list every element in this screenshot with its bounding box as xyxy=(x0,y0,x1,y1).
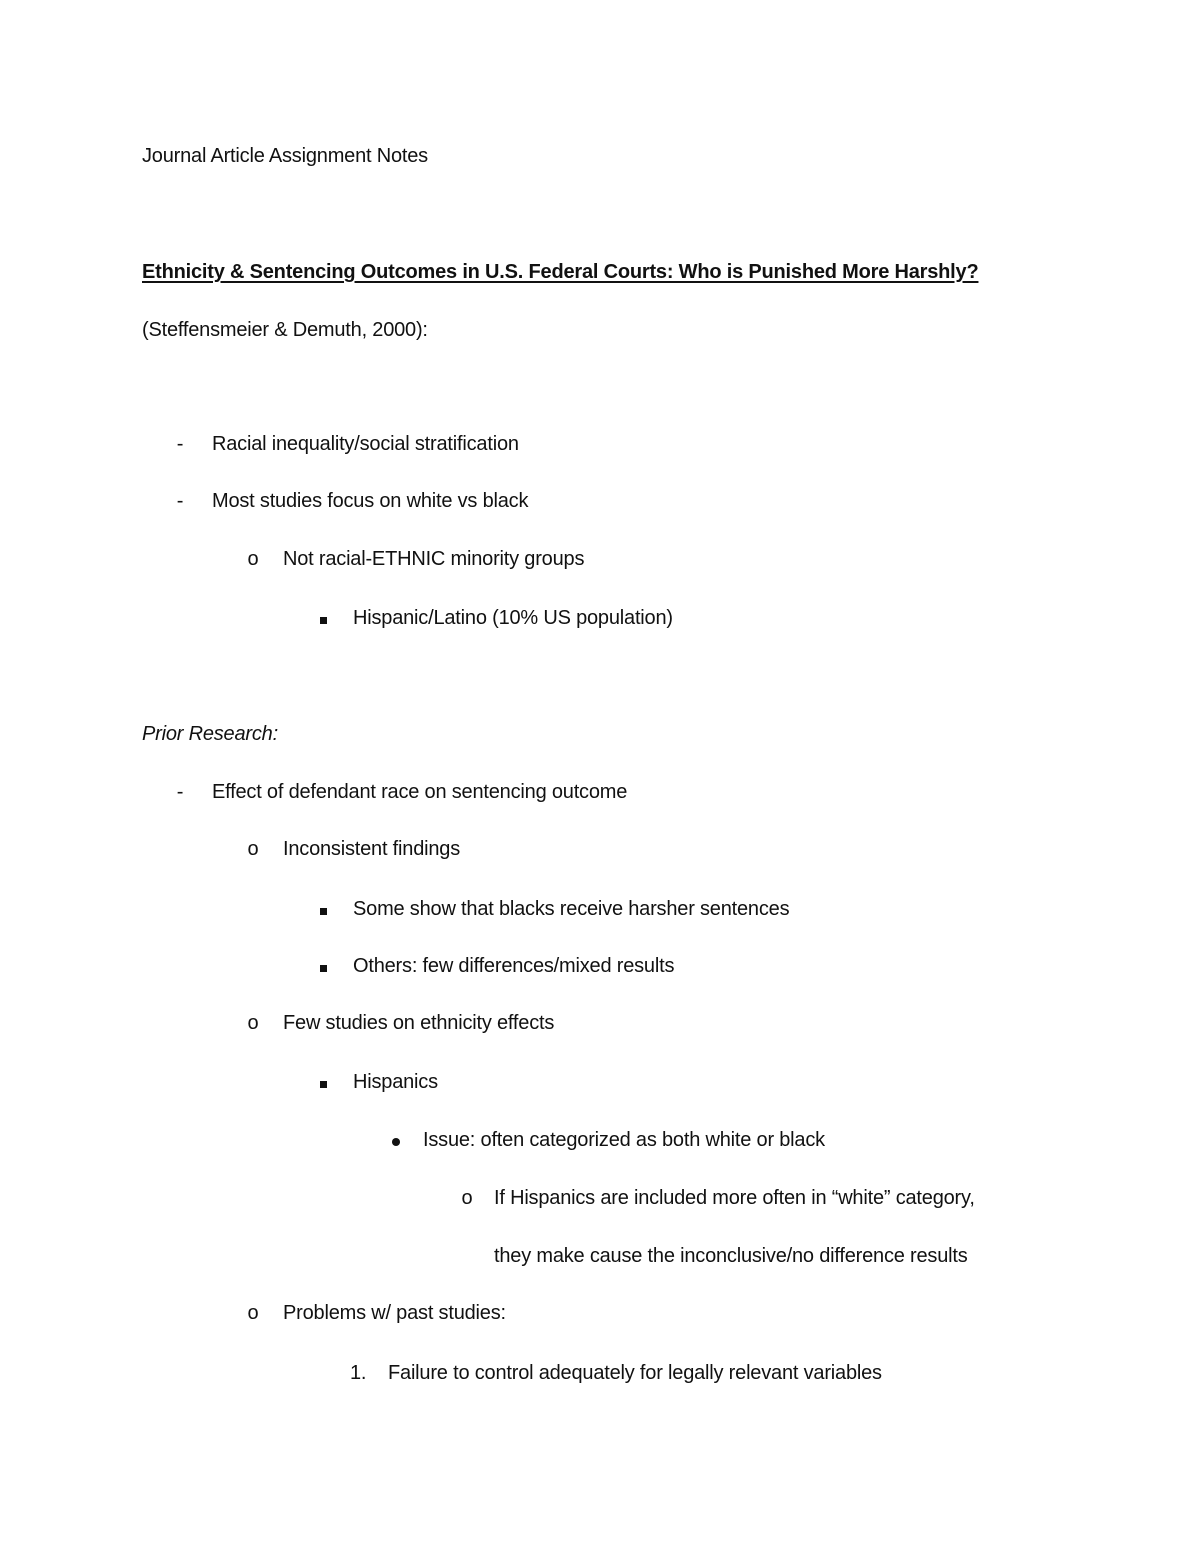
list-item-text: Some show that blacks receive harsher sentences xyxy=(353,898,790,920)
circle-marker: o xyxy=(247,1012,259,1034)
round-bullet-icon xyxy=(386,1127,406,1153)
square-bullet-icon xyxy=(313,896,333,922)
square-bullet-icon xyxy=(313,953,333,979)
list-item-text: Racial inequality/social stratification xyxy=(212,433,519,455)
list-item-text: Effect of defendant race on sentencing outcome xyxy=(212,781,628,803)
circle-marker: o xyxy=(461,1187,473,1209)
number-marker: 1. xyxy=(350,1362,367,1384)
dash-marker: - xyxy=(176,781,184,803)
dash-marker: - xyxy=(176,433,184,455)
list-item-text: If Hispanics are included more often in “white” category, xyxy=(494,1187,975,1209)
list-item-text: Hispanic/Latino (10% US population) xyxy=(353,607,673,629)
circle-marker: o xyxy=(247,548,259,570)
list-item-text: Problems w/ past studies: xyxy=(283,1302,506,1324)
list-item-text: Most studies focus on white vs black xyxy=(212,490,529,512)
list-item-text: Not racial-ETHNIC minority groups xyxy=(283,548,585,570)
list-item-text: Inconsistent findings xyxy=(283,838,461,860)
circle-marker: o xyxy=(247,1302,259,1324)
section-heading: Prior Research: xyxy=(142,723,278,745)
circle-marker: o xyxy=(247,838,259,860)
square-bullet-icon xyxy=(313,1069,333,1095)
list-item-text: Hispanics xyxy=(353,1071,438,1093)
citation: (Steffensmeier & Demuth, 2000): xyxy=(142,319,428,341)
dash-marker: - xyxy=(176,490,184,512)
article-title: Ethnicity & Sentencing Outcomes in U.S. Federal Courts: Who is Punished More Harshly? xyxy=(142,261,979,283)
list-item-text: Issue: often categorized as both white or black xyxy=(423,1129,825,1151)
square-bullet-icon xyxy=(313,605,333,631)
list-item-text: Failure to control adequately for legally relevant variables xyxy=(388,1362,882,1384)
list-item-text: Others: few differences/mixed results xyxy=(353,955,675,977)
document-header: Journal Article Assignment Notes xyxy=(142,145,428,167)
list-item-text: Few studies on ethnicity effects xyxy=(283,1012,555,1034)
list-item-text: they make cause the inconclusive/no difference results xyxy=(494,1245,968,1267)
